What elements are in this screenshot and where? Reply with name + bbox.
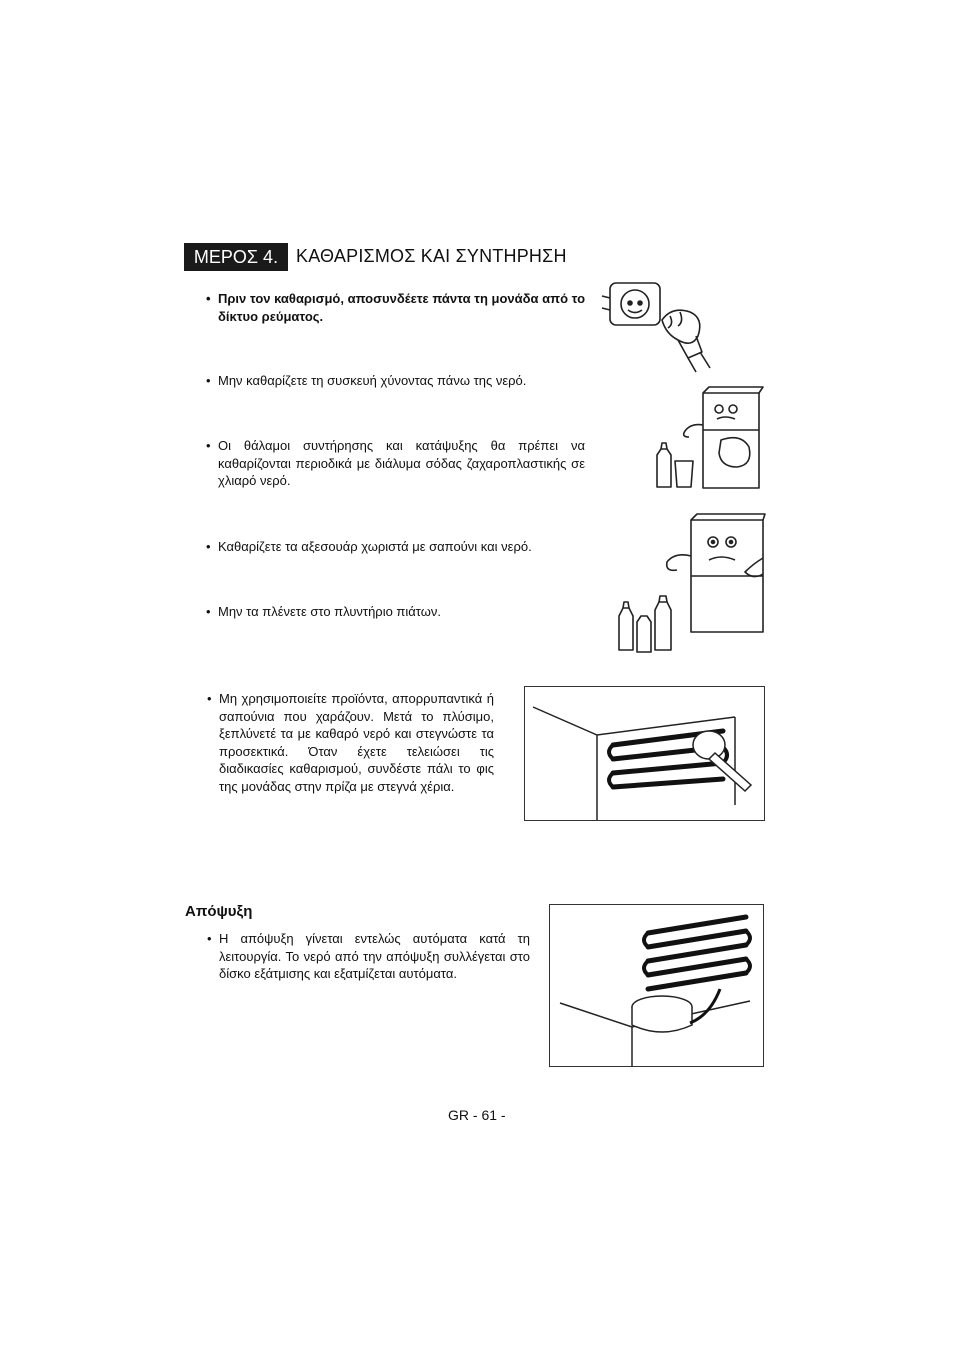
- instruction-soda-solution: [206, 437, 585, 490]
- defrost-paragraph: [207, 930, 530, 983]
- bullet: •: [206, 373, 211, 388]
- instruction-text: Οι θάλαμοι συντήρησης και κατάψυξης θα πρέπει να καθαρίζονται περιοδικά με διάλυμα σόδας ζαχαροπλαστικής σε χλιαρό νερό.: [218, 438, 585, 488]
- bullet: •: [207, 691, 212, 706]
- bullet: •: [206, 604, 211, 619]
- unplug-illustration: [600, 278, 715, 373]
- instruction-no-water: [206, 372, 585, 390]
- defrost-tray-figure: [549, 904, 764, 1067]
- bullet: •: [206, 438, 211, 453]
- instruction-text: Πριν τον καθαρισμό, αποσυνδέετε πάντα τη μονάδα από το δίκτυο ρεύματος.: [218, 291, 586, 324]
- instruction-accessories: [206, 538, 585, 556]
- instruction-no-dishwasher: [206, 603, 585, 621]
- instruction-abrasives: [207, 690, 494, 795]
- condenser-cleaning-figure: [524, 686, 765, 821]
- defrost-text: Η απόψυξη γίνεται εντελώς αυτόματα κατά τη λειτουργία. Το νερό από την απόψυξη συλλέγεται στο δίσκο εξάτμισης και εξατμίζεται αυτόματα.: [219, 931, 530, 981]
- instruction-unplug: [206, 290, 586, 325]
- cleaning-fridge-illustration: [645, 385, 765, 495]
- page-number: GR - 61 -: [448, 1107, 506, 1123]
- instruction-text: Μη χρησιμοποιείτε προϊόντα, απορρυπαντικά ή σαπούνια που χαράζουν. Μετά το πλύσιμο, ξεπλύνετέ τα με καθαρό νερό και στεγνώστε τα προσεκτικά. Όταν έχετε τελειώσει τις διαδικασίες καθαρισμού, συνδέστε πάλι το φις της μονάδας στην πρίζα με στεγνά χέρια.: [219, 691, 494, 794]
- section-title: ΚΑΘΑΡΙΣΜΟΣ ΚΑΙ ΣΥΝΤΗΡΗΣΗ: [296, 246, 567, 266]
- accessories-fridge-illustration: [605, 512, 770, 660]
- instruction-text: Μην τα πλένετε στο πλυντήριο πιάτων.: [218, 604, 442, 619]
- instruction-text: Καθαρίζετε τα αξεσουάρ χωριστά με σαπούνι και νερό.: [218, 539, 532, 554]
- bullet: •: [207, 931, 212, 946]
- section-badge: ΜΕΡΟΣ 4.: [184, 243, 288, 271]
- instruction-text: Μην καθαρίζετε τη συσκευή χύνοντας πάνω της νερό.: [218, 373, 527, 388]
- bullet: •: [206, 539, 211, 554]
- bullet: •: [206, 291, 211, 306]
- defrost-heading: Απόψυξη: [185, 903, 253, 920]
